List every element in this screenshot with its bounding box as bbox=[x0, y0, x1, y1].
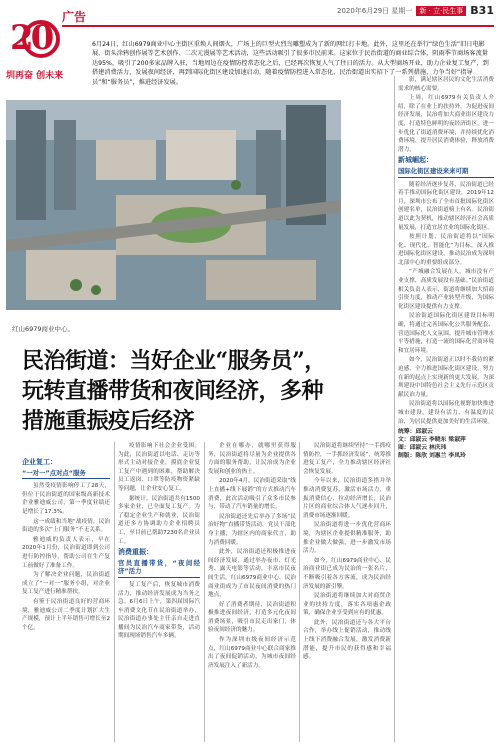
credit-line: 统筹：邱淑云 bbox=[398, 429, 433, 436]
paragraph: 民治街道将继续加大对商贸企业的扶持力度，落实各项惠企政策，确保企业享受到应有的优惠。 bbox=[303, 593, 391, 617]
page-number: B31 bbox=[470, 4, 494, 17]
credit-line: 制版：陈欣 刘惠兰 李凤玲 bbox=[398, 453, 466, 460]
column-divider bbox=[114, 442, 115, 742]
header-rule bbox=[62, 25, 494, 27]
article-column-3 bbox=[208, 442, 296, 671]
photo-caption: 红山6979商业中心。 bbox=[12, 325, 75, 333]
paragraph: 此外，民治街道还积极推进夜间经济发展，通过举办夜市、灯光秀、露天电影等活动，丰富市民夜间生活，红山6979商业中心、民治商业街成为了市民夜间消费的热门地点。 bbox=[208, 549, 296, 599]
paragraph: 民治街道将继续坚持“一手抓疫情防控，一手抓经济发展”，统筹推进复工复产，全力推动辖区经济社会恢复发展。 bbox=[303, 443, 391, 475]
paragraph: 如今，民治街道正以时不我待的紧迫感，全力推进国际化街区建设，努力在新的起点上实现新的更大发展，为深圳建设中国特色社会主义先行示范区贡献民治力量。 bbox=[398, 357, 494, 398]
paragraph: 此外，民治街道还与各大平台合作，举办线上促销活动，推动线上线下消费融合发展，激发消费新潜能，提升市民的获得感和幸福感。 bbox=[303, 619, 391, 661]
section-kicker: 消费重振： bbox=[118, 548, 153, 557]
paragraph: 疫情影响下社会企业受困。为此，民治街道以电话、走访等形式主动对接企业，摸底企业复工复产中遇到的困难，帮助解决员工返岗、口罩等防疫物资紧缺等问题，让企业安心复工。 bbox=[118, 443, 200, 492]
article-column-5 bbox=[398, 76, 494, 460]
section-subhead: 国际化街区建设来来可期 bbox=[398, 167, 494, 178]
lead-paragraph: 6月24日，红山6979商业中心主街区重焕人间烟火，广场上的巨型火烈鸟雕塑成为了新的网红打卡地。此外，这里还在举行“绿色生活”旧日电影展、街头涂鸦创作展等艺术创作、二次元漫展等艺术活动，这些活动吸引了很多市民前来。这家位于民治街道的商业综合体，阴雨季节商场客流量达95%，吸引了200多家品牌入驻，当地周边在疫情防控常态化之后，已经再次恢复人气了往日的活力。从大型商场开业，助力企业复工复产，到搭建消费活力，发展夜间经济，再到国际化街区建设加速启动，随着疫情防控进入常态化，民治街道出实招下了一系列措施，力争当好“指导员”和“服务员”，推进经济发展。 bbox=[92, 41, 489, 86]
paragraph: 民治街道将以国际化视野加快推进城市建设，建设有活力、有温度的民治，为居民提供更加美好的生活环境。 bbox=[398, 401, 494, 425]
paragraph: 今年以来，民治街道多措并举推动消费复苏，激活市场活力，重振消费信心，拉动经济增长，民治片区的商业综合体人气逐步回升，消费市场逐渐回暖。 bbox=[303, 478, 391, 519]
paragraph: 影，满足辖区居民的文化生活消费需求的核心需要。 bbox=[398, 77, 494, 92]
section-subhead: “一对一”点对点“服务 bbox=[22, 469, 110, 480]
article-column-1 bbox=[22, 456, 110, 633]
paragraph: “产城融合发展在人，城市没有产业支撑，高质发展没有基础。”民治街道相关负责人表示，街道将继续加大招商引资力度，推动产业转型升级，为国际化街区建设提供有力支撑。 bbox=[398, 269, 494, 310]
paragraph: 雅迪威的负责人表示，早在2020年1月份，民治街道即到公司进行防控指导，帮助公司在生产复工前做好了准备工作。 bbox=[22, 536, 110, 569]
page-header-info bbox=[337, 4, 494, 17]
section-title: 广告 bbox=[62, 10, 87, 24]
edition-tag: 新 · 立·民生事 bbox=[416, 6, 466, 16]
paragraph: 复工复产后，恢复城市消费活力，推动经济发展成为当务之急。6月6日上午，第四届国际汽车消费文化节在民治街道举办，民治街道办事处主任亲自走进直播间为民治汽车商家带货，活动期间现场销售汽车多辆。 bbox=[118, 581, 200, 640]
article-headline: 民治街道：当好企业“服务员”，玩转直播带货和夜间经济，多种措施重振疫后经济 bbox=[22, 348, 326, 434]
column-divider bbox=[394, 76, 395, 742]
paragraph: 民治街道国际化街区建设目标明确，将通过完善国际化公共服务配套、营造国际化人文氛围、提升城市管理水平等措施，打造一流的国际化营商环境和宜居环境。 bbox=[398, 313, 494, 354]
logo-number: 20 bbox=[10, 18, 52, 58]
section-kicker: 新城崛起： bbox=[398, 156, 433, 165]
paragraph: 上周，红山6979有关负责人介绍，除了在业上的扶持外，为促进夜间经济发展，民治将加大商业街区建设力度，打造特色鲜明的夜经济街区，进一步优化了街道消费环境，并持续优化消费环境，提升居民消费体验，释放消费潜力。 bbox=[398, 95, 494, 153]
paragraph: 这一成绩和当地“战疫情，民治街道的多次“上门服务”不无关系。 bbox=[22, 518, 110, 534]
paragraph: 据统计，民治街道共有1500多家企业，已全面复工复产。为了稳定企业生产和就业，民治街道还多方协调助力企业招聘员工，至目前已帮助7230名企业员工。 bbox=[118, 495, 200, 545]
paragraph: 民治街道还先后举办了多场“民治好物”直播带货活动，党员干部化身主播，为辖区内的商家代言，助力消费回暖。 bbox=[208, 513, 296, 546]
column-divider bbox=[299, 442, 300, 742]
paragraph: 虽然受疫情影响停工了28天，但位于民治街道的国家级高新技术企业雅迪威公司，第一季度业绩还是增长了17.3%。 bbox=[22, 483, 110, 515]
credit-line: 文：邱淑云 李晓东 梁淑萍 bbox=[398, 437, 466, 444]
article-column-4 bbox=[303, 442, 391, 663]
article-credits bbox=[398, 428, 494, 460]
paragraph: 好了消费者期待，民治街道积极推进夜间经济，打造多元化夜间消费场景，吸引市民走出家门，体验夜间经济的魅力。 bbox=[208, 601, 296, 634]
credit-line: 图：邱淑云 林庆玮 bbox=[398, 445, 447, 452]
paragraph: 按照计划，民治街道将以“国际化、现代化、智能化”为目标，深入推进国际化街区建设，推动民治成为深圳北部中心的重要组成部分。 bbox=[398, 234, 494, 266]
section-kicker: 企业复工： bbox=[22, 458, 57, 466]
paragraph: 如今，红山6979商业中心、民治商业街已成为民治的一张名片，不断吸引着各方客流，成为民治经济发展的新引擎。 bbox=[303, 557, 391, 590]
paragraph: 有鉴于民治街道良好的营商环境，雅迪威公司二季度计划扩大生产规模，预计上半年销售可增长至2个亿。 bbox=[22, 598, 110, 631]
paragraph: 2020年4月，民治街道采取“线上直播+线下展销”的方式推动汽车消费，此次活动吸引了众多市民参与，带动了汽车销量的增长。 bbox=[208, 478, 296, 511]
paragraph: 随着经济逐步复苏，民治街道已经着手推动国际化街区建设。2019年12月，深圳市公布了全市首批国际化街区创建名单，民治街道榜上有名。民治街道以此为契机，推动辖区经济社会高质量发展，打造宜居宜业的国际化街区。 bbox=[398, 181, 494, 231]
section-subhead: 官员直播带货，“夜间经济”活力 bbox=[118, 559, 200, 578]
article-column-2 bbox=[118, 442, 200, 642]
anniversary-logo bbox=[6, 6, 64, 82]
paragraph: 作为深圳市级夜间经济示范点，红山6979商业中心联合商家推出了夜间促销活动，为城市夜间经济发展注入了新活力。 bbox=[208, 637, 296, 669]
paragraph: 企业在哪办，就哪里获得服务，民治街道将尽量为企业提供各方面的服务帮助，让民治成为企业发展和创业的热土。 bbox=[208, 443, 296, 475]
issue-date: 2020年6月29日 星期一 bbox=[336, 6, 413, 15]
paragraph: 民治街道将进一步优化营商环境，为辖区企业提供精准服务，助推企业做大做强，进一步激发市场活力。 bbox=[303, 522, 391, 555]
aerial-photo-commercial-center bbox=[6, 100, 341, 310]
paragraph: 为了解决企业问题，民治街道成立了“一对一”服务小组，对企业复工复产进行精准帮扶。 bbox=[22, 572, 110, 596]
column-divider bbox=[204, 442, 205, 742]
aerial-photo-illustration bbox=[6, 100, 341, 310]
logo-slogan: 圳再奋 创未来 bbox=[6, 71, 64, 81]
